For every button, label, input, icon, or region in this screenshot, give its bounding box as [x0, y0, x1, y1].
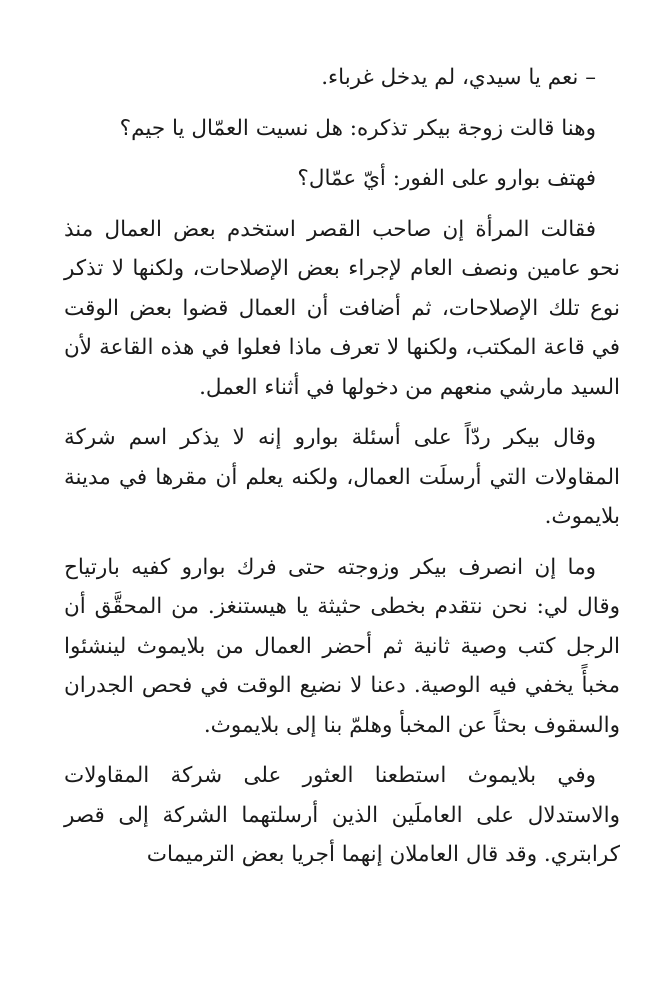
document-page: [64, 58, 620, 875]
paragraph-6: وما إن انصرف بيكر وزوجته حتى فرك بوارو كفيه بارتياح وقال لي: نحن نتقدم بخطى حثيثة يا هيستنغز. من المحقَّق أن الرجل كتب وصية ثانية ثم أحضر العمال من بلايموث لينشئوا مخبأً يخفي فيه الوصية. دعنا لا نضيع الوقت في فحص الجدران والسقوف بحثاً عن المخبأ وهلمّ بنا إلى بلايموث.: [64, 554, 620, 738]
paragraph-4: فقالت المرأة إن صاحب القصر استخدم بعض العمال منذ نحو عامين ونصف العام لإجراء بعض الإصلاحات، ولكنها لا تذكر نوع تلك الإصلاحات، ثم أضافت أن العمال قضوا بعض الوقت في قاعة المكتب، ولكنها لا تعرف ماذا فعلوا في هذه القاعة لأن السيد مارشي منعهم من دخولها في أثناء العمل.: [64, 216, 620, 400]
paragraph-3: فهتف بوارو على الفور: أيّ عمّال؟: [297, 166, 596, 191]
paragraph-5: وقال بيكر ردّاً على أسئلة بوارو إنه لا يذكر اسم شركة المقاولات التي أرسلَت العمال، ولكنه يعلم أن مقرها في مدينة بلايموث.: [64, 425, 620, 529]
paragraph-2: وهنا قالت زوجة بيكر تذكره: هل نسيت العمّال يا جيم؟: [119, 115, 596, 141]
paragraph-1: – نعم يا سيدي، لم يدخل غرباء.: [321, 65, 596, 90]
paragraph-7: وفي بلايموث استطعنا العثور على شركة المقاولات والاستدلال على العاملَين الذين أرسلتهما الشركة إلى قصر كرابتري. وقد قال العاملان إنهما أجريا بعض الترميمات: [64, 763, 620, 867]
